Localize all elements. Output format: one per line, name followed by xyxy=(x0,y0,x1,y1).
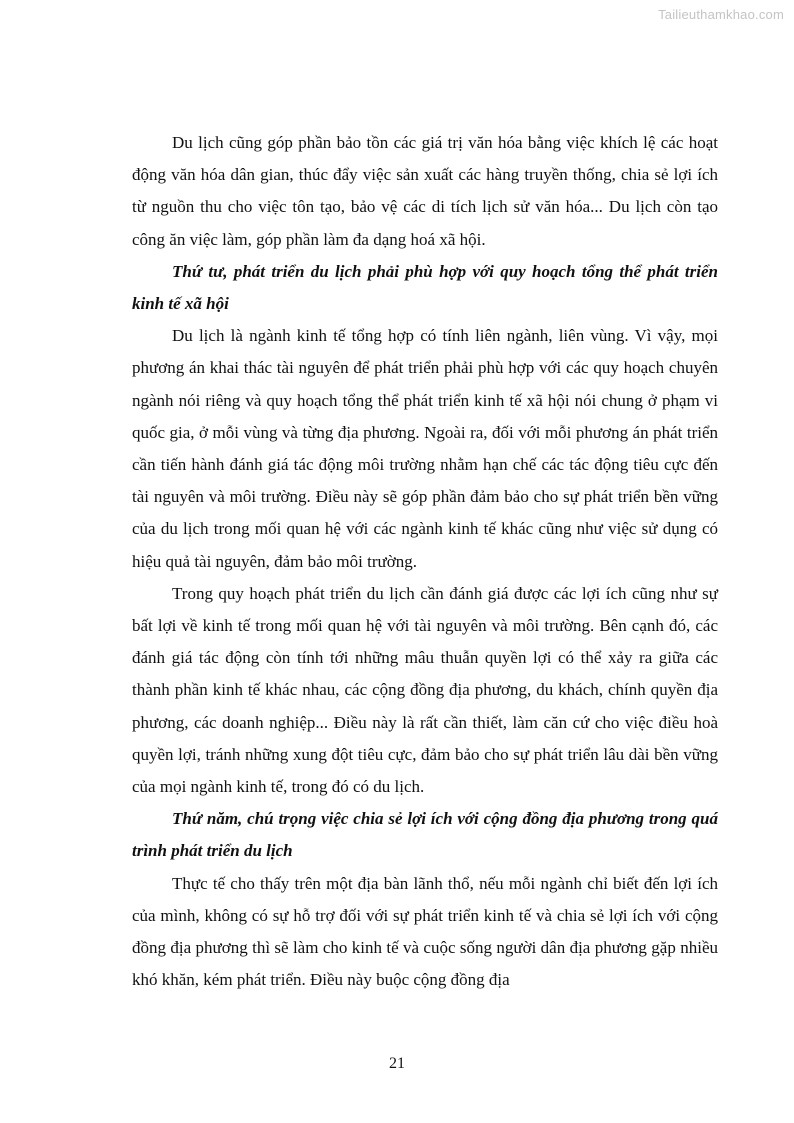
document-body xyxy=(132,127,718,996)
paragraph-planning-compliance: Du lịch là ngành kinh tế tổng hợp có tính liên ngành, liên vùng. Vì vậy, mọi phương án khai thác tài nguyên để phát triển phải phù hợp với các quy hoạch chuyên ngành nói riêng và quy hoạch tổng thể phát triển kinh tế xã hội nói chung ở phạm vi quốc gia, ở mỗi vùng và từng địa phương. Ngoài ra, đối với mỗi phương án phát triển cần tiến hành đánh giá tác động môi trường nhằm hạn chế các tác động tiêu cực đến tài nguyên và môi trường. Điều này sẽ góp phần đảm bảo cho sự phát triển bền vững của du lịch trong mối quan hệ với các ngành kinh tế khác cũng như việc sử dụng có hiệu quả tài nguyên, đảm bảo môi trường. xyxy=(132,326,718,571)
section-heading-fifth: Thứ năm, chú trọng việc chia sẻ lợi ích với cộng đồng địa phương trong quá trình phát triển du lịch xyxy=(132,809,718,861)
watermark-text: Tailieuthamkhao.com xyxy=(658,7,784,22)
section-heading-fourth: Thứ tư, phát triển du lịch phải phù hợp với quy hoạch tổng thể phát triển kinh tế xã hội xyxy=(132,261,718,314)
paragraph-cultural-preservation: Du lịch cũng góp phần bảo tồn các giá trị văn hóa bằng việc khích lệ các hoạt động văn hóa dân gian, thúc đẩy việc sản xuất các hàng truyền thống, chia sẻ lợi ích từ nguồn thu cho việc tôn tạo, bảo vệ các di tích lịch sử văn hóa... Du lịch còn tạo công ăn việc làm, góp phần làm đa dạng hoá xã hội. xyxy=(132,133,718,249)
paragraph-benefit-sharing: Thực tế cho thấy trên một địa bàn lãnh thổ, nếu mỗi ngành chỉ biết đến lợi ích của mình, không có sự hỗ trợ đối với sự phát triển kinh tế và chia sẻ lợi ích với cộng đồng địa phương thì sẽ làm cho kinh tế và cuộc sống người dân địa phương gặp nhiều khó khăn, kém phát triển. Điều này buộc cộng đồng địa xyxy=(132,873,718,990)
paragraph-economic-assessment: Trong quy hoạch phát triển du lịch cần đánh giá được các lợi ích cũng như sự bất lợi về kinh tế trong mối quan hệ với tài nguyên và môi trường. Bên cạnh đó, các đánh giá tác động còn tính tới những mâu thuẫn quyền lợi có thể xảy ra giữa các thành phần kinh tế khác nhau, các cộng đồng địa phương, du khách, chính quyền địa phương, các doanh nghiệp... Điều này là rất cần thiết, làm căn cứ cho việc điều hoà quyền lợi, tránh những xung đột tiêu cực, đảm bảo cho sự phát triển lâu dài bền vững của mọi ngành kinh tế, trong đó có du lịch. xyxy=(132,583,718,797)
page-number: 21 xyxy=(389,1055,405,1072)
